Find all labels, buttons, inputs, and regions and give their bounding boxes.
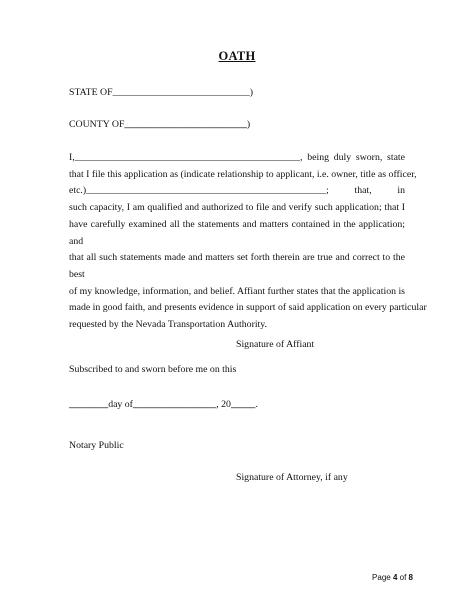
page-word: Page — [372, 573, 391, 582]
paragraph-row: etc.)_________________________________________________; that, in — [69, 185, 405, 197]
paragraph-row: such capacity, I am qualified and authorized to file and verify such application; that I — [69, 202, 405, 214]
date-line — [69, 399, 258, 410]
date-period: . — [255, 399, 258, 410]
month-blank: _________________ — [132, 399, 217, 410]
state-line: STATE OF____________________________) — [69, 87, 253, 98]
paragraph-row: made in good faith, and presents evidence in support of said application on every particular — [69, 302, 427, 314]
paragraph-row: that I file this application as (indicate relationship to applicant, i.e. owner, title as officer, — [69, 168, 417, 180]
county-close: ) — [246, 119, 251, 130]
paragraph-row: have carefully examined all the statements and matters contained in the application; and — [69, 218, 405, 247]
page-number: 4 — [392, 573, 398, 582]
day-blank: ________ — [69, 399, 109, 410]
year-prefix: , 20 — [216, 399, 231, 410]
page-number-footer — [372, 573, 413, 582]
county-label: COUNTY OF — [69, 119, 125, 130]
page-total: 8 — [408, 573, 413, 582]
day-of-label: day of — [108, 399, 133, 410]
county-line — [69, 119, 250, 130]
county-blank: _________________________ — [124, 119, 247, 130]
signature-affiant-label: Signature of Affiant — [236, 339, 315, 350]
subscribed-line: Subscribed to and sworn before me on this — [69, 364, 237, 375]
paragraph-row: of my knowledge, information, and belief. Affiant further states that the application is — [69, 285, 405, 297]
year-blank: _____ — [230, 399, 256, 410]
of-word: of — [399, 573, 407, 582]
notary-public-label: Notary Public — [69, 440, 124, 451]
signature-attorney-label: Signature of Attorney, if any — [236, 472, 348, 483]
paragraph-row: that all such statements made and matters set forth therein are true and correct to the best — [69, 252, 405, 280]
paragraph-row: I,______________________________________________, being duly sworn, state — [69, 152, 405, 163]
paragraph-row: requested by the Nevada Transportation Authority. — [69, 319, 267, 331]
page-title: OATH — [218, 49, 256, 63]
oath-paragraph — [69, 150, 427, 334]
